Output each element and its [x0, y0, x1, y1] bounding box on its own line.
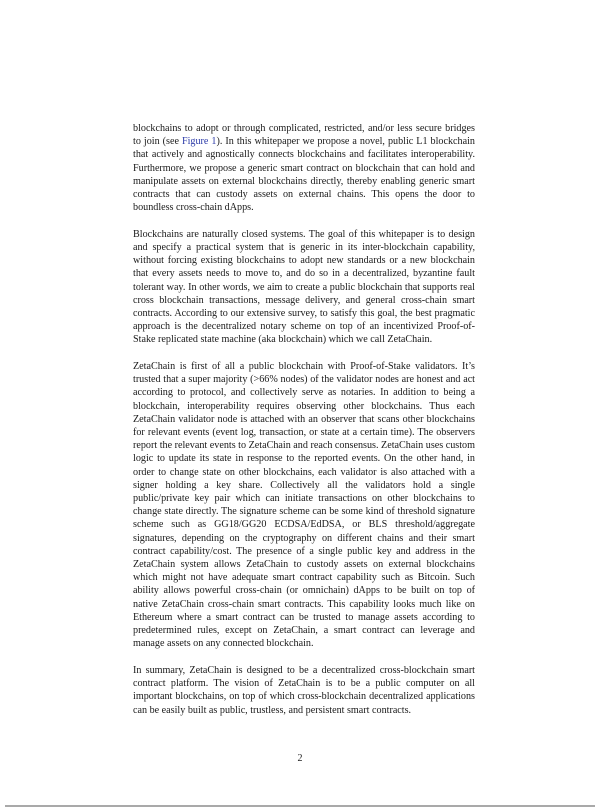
paragraph-zetachain-overview: ZetaChain is first of all a public blockchain with Proof-of-Stake validators. It’s trusted that a super majority (>66% nodes) of the validator nodes are honest and act according to protocol, and collectively serve as notaries. In addition to being a blockchain, interoperability requires observing other blockchains. Thus each ZetaChain validator node is attached with an observer that scans other blockchains for relevant events (event log, transaction, or state at a certain time). The observers report the relevant events to ZetaChain and reach consensus. ZetaChain uses custom logic to update its state in response to the reported events. On the other hand, in order to change state on other blockchains, each validator is also attached with a signer holding a key share. Collectively all the validators hold a single public/private key pair which can initiate transactions on other blockchains to change state directly. The signature scheme can be some kind of threshold signature scheme such as GG18/GG20 ECDSA/EdDSA, or BLS threshold/aggregate signatures, depending on the cryptography on different chains and their smart contract capability/cost. The presence of a single public key and address in the ZetaChain system allows ZetaChain to custody assets on external blockchains which might not have adequate smart contract capability such as Bitcoin. Such ability allows powerful cross-chain (or omnichain) dApps to be built on top of native ZetaChain cross-chain smart contracts. This capability looks much like on Ethereum where a smart contract can be trusted to manage assets according to predetermined rules, except on ZetaChain, a smart contract can leverage and manage assets on any connected blockchain.: [133, 361, 475, 650]
paragraph-summary: In summary, ZetaChain is designed to be a decentralized cross-blockchain smart contract platform. The vision of ZetaChain is to be a public computer on all important blockchains, on top of which cross-blockchain decentralized applications can be easily built as public, trustless, and persistent smart contracts.: [133, 664, 475, 716]
figure-1-link[interactable]: Figure 1: [181, 136, 217, 148]
paragraph-intro: [133, 122, 475, 214]
paragraph-goal: Blockchains are naturally closed systems. The goal of this whitepaper is to design and specify a practical system that is generic in its inter-blockchain capability, without forcing existing blockchains to adopt new standards or a new blockchain that every assets needs to move to, and do so in a decentralized, byzantine fault tolerant way. In other words, we aim to create a public blockchain that supports real cross blockchain transactions, message delivery, and general cross-chain smart contracts. According to our extensive survey, to satisfy this goal, the best pragmatic approach is the decentralized notary scheme on top of an incentivized Proof-of-Stake replicated state machine (aka blockchain) which we call ZetaChain.: [133, 228, 475, 346]
paragraph-text: blockchains to adopt or through complicated, restricted, and/or less secure bridges to join (see: [133, 123, 475, 148]
page-bottom-margin: [0, 765, 600, 805]
paragraph-text: ). In this whitepaper we propose a novel, public L1 blockchain that actively and agnostically connects blockchains and facilitates interoperability. Furthermore, we propose a generic smart contract on blockchain that can hold and manipulate assets on external blockchains directly, thereby enabling generic smart contracts that can custody assets on external chains. This opens the door to boundless cross-chain dApps.: [133, 136, 475, 214]
body-text: [133, 122, 475, 730]
page-number: 2: [297, 753, 303, 765]
page-bottom-divider: [5, 805, 595, 807]
